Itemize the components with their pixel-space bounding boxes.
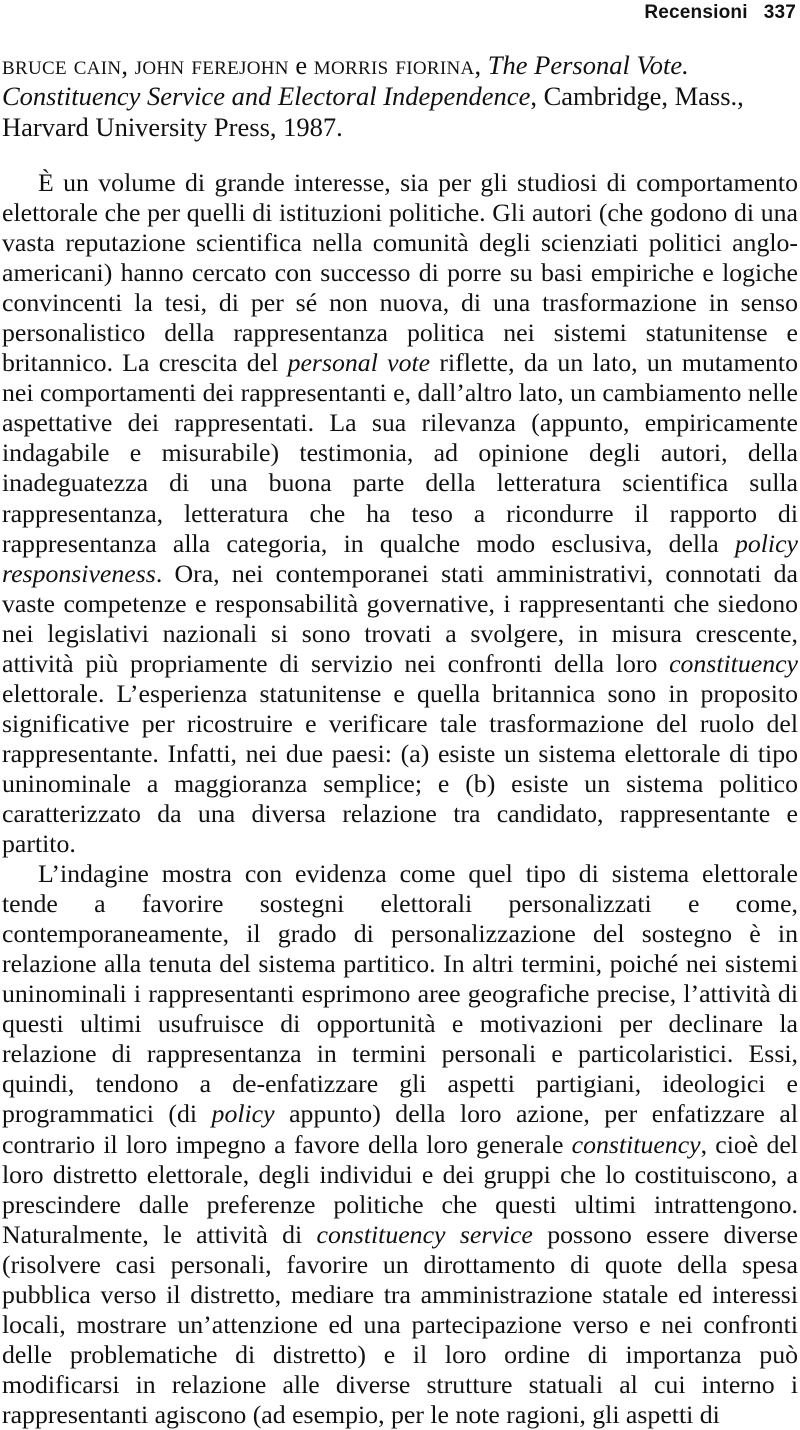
text-run: elettorale. L’esperienza statunitense e quella britannica sono in proposito significative per ricostruire e verificare tale trasformazione del ruolo del rappresentante. Infatti, nei due paesi: (a) esiste un sistema elettorale di tipo uninominale a maggioranza semplice; e (b) esiste un sistema politico caratterizzato da una diversa relazione tra candidato, rappresentante e partito. [2, 678, 798, 859]
italic-term: constituency [669, 648, 798, 678]
paragraph [2, 168, 798, 859]
running-head [644, 2, 796, 24]
text-run: L’indagine mostra con evidenza come quel tipo di sistema elettorale tende a favorire sostegni elettorali personalizzati e come, contemporaneamente, il grado di personalizzazione del sostegno è in relazione alla tenuta del sistema partitico. In altri termini, poiché nei sistemi uninominali i rappresentanti esprimono aree geografiche precise, l’attività di questi ultimi usufruisce di opportunità e motivazioni per declinare la relazione di rappresentanza in termini personali e particolaristici. Essi, quindi, tendono a de-enfatizzare gli aspetti partigiani, ideologici e programmatici (di [2, 859, 798, 1129]
text-run: È un volume di grande interesse, sia per gli studiosi di comportamento elettorale che per quelli di istituzioni politiche. Gli autori (che godono di una vasta reputazione scientifica nella comunità degli scienziati politici anglo-americani) hanno cercato con successo di porre su basi empiriche e logiche convincenti la tesi, di per sé non nuova, di una trasformazione in senso personalistico della rappresentanza politica nei sistemi statunitense e britannico. La crescita del [2, 168, 798, 378]
review-body [2, 168, 798, 1430]
italic-term: policy [211, 1099, 275, 1129]
section-title: Recensioni [644, 2, 748, 23]
text-run: possono essere diverse (risolvere casi personali, favorire un dirottamento di quote della spesa pubblica verso il distretto, mediare tra amministrazione statale ed interessi locali, mostrare un’attenzione ed una partecipazione verso e nei confronti delle problematiche di distretto) e il loro ordine di importanza può modificarsi in relazione alle diverse strutture statuali al cui interno i rappresentanti agiscono (ad esempio, per le note ragioni, gli aspetti di [2, 1219, 798, 1429]
italic-term: personal vote [287, 348, 431, 378]
page-number: 337 [763, 2, 796, 23]
conjunction: e [288, 50, 314, 80]
text-run: , cioè del loro distretto elettorale, degli individui e dei gruppi che lo costituiscono, a prescindere dalle preferenze politiche che questi ultimi intrattengono. Naturalmente, le attività di [2, 1129, 798, 1249]
author-name: bruce cain [2, 50, 122, 80]
author-name: morris fiorina [313, 50, 475, 80]
text-run: appunto) della loro azione, per enfatizzare al contrario il loro impegno a favore della loro generale [2, 1099, 798, 1159]
publication-info: , Cambridge, Mass., Harvard University Press, 1987. [2, 81, 744, 142]
book-title: The Personal Vote. Constituency Service and Electoral Independence [2, 50, 689, 111]
text-run: . Ora, nei contemporanei stati amministrativi, connotati da vaste competenze e responsabilità governative, i rappresentanti che siedono nei legislativi nazionali si sono trovati a svolgere, in misura crescente, attività più propriamente di servizio nei confronti della loro [2, 558, 798, 678]
separator: , [474, 50, 488, 80]
italic-term: policy responsiveness [2, 528, 798, 588]
text-run: riflette, da un lato, un mutamento nei comportamenti dei rappresentanti e, dall’altro lato, un cambiamento nelle aspettative dei rappresentati. La sua rilevanza (appunto, empiricamente indagabile e misurabile) testimonia, ad opinione degli autori, della inadeguatezza di una buona parte della letteratura scientifica sulla rappresentanza, letteratura che ha teso a ricondurre il rapporto di rappresentanza alla categoria, in qualche modo esclusiva, della [2, 348, 798, 558]
separator: , [121, 50, 135, 80]
book-citation [2, 50, 798, 143]
italic-term: constituency service [316, 1219, 533, 1249]
paragraph [2, 859, 798, 1430]
author-name: john ferejohn [134, 50, 289, 80]
italic-term: constituency [571, 1129, 701, 1159]
